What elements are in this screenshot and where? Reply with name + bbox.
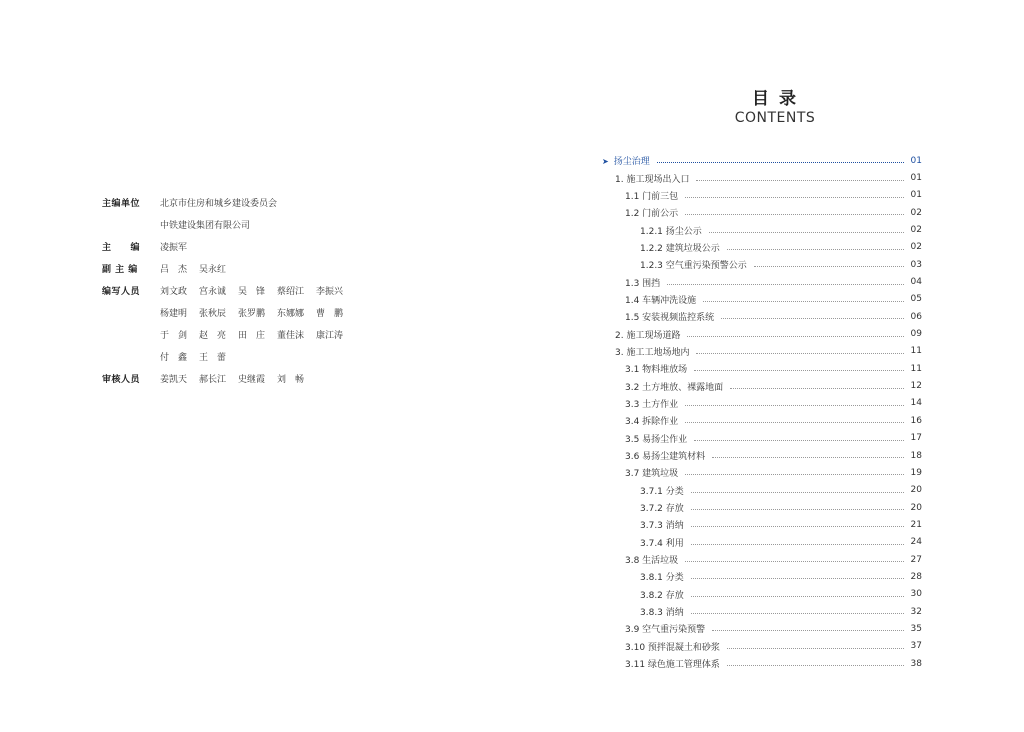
reviewers-label: 审核人员: [102, 375, 141, 385]
toc-entry[interactable]: [602, 638, 922, 655]
toc-entry-page: 20: [910, 485, 922, 496]
writer-name: 东娜娜: [277, 309, 305, 319]
toc-entry-page: 19: [910, 467, 922, 478]
toc-dot-leader: [691, 544, 904, 545]
toc-entry[interactable]: [602, 239, 922, 256]
writer-name: 刘文政: [160, 287, 188, 297]
toc-entry-label: 3.7.4 利用: [640, 536, 687, 549]
deputy-editor-name: 吴永红: [199, 265, 227, 275]
toc-entry-label: 2. 施工现场道路: [615, 328, 683, 341]
writers-line: [160, 353, 355, 364]
toc-entry-label: 3.4 拆除作业: [625, 414, 681, 427]
toc-entry-label: 3.8 生活垃圾: [625, 553, 681, 566]
toc-entry[interactable]: [602, 256, 922, 273]
toc-entry-label: 1.2.2 建筑垃圾公示: [640, 241, 723, 254]
writers-row: [102, 287, 355, 364]
editor-unit-label: 主编单位: [102, 199, 141, 209]
toc-dot-leader: [691, 492, 904, 493]
toc-entry-label: 1.1 门前三包: [625, 189, 681, 202]
toc-entry[interactable]: [602, 187, 922, 204]
toc-dot-leader: [685, 561, 904, 562]
toc-entry-page: 24: [910, 537, 922, 548]
chief-editor-label: 主 编: [102, 243, 141, 253]
toc-entry-page: 30: [910, 589, 922, 600]
toc-entry-page: 01: [910, 155, 922, 166]
toc-entry-page: 38: [910, 658, 922, 669]
writer-name: 张罗鹏: [238, 309, 266, 319]
toc-entry-label: 1.2 门前公示: [625, 206, 681, 219]
toc-entry[interactable]: [602, 464, 922, 481]
toc-entry[interactable]: [602, 586, 922, 603]
toc-entry-label: 3.5 易扬尘作业: [625, 432, 690, 445]
reviewer-name: 刘 畅: [277, 375, 305, 385]
toc-dot-leader: [754, 266, 904, 267]
editor-unit-row: [102, 199, 355, 232]
toc-entry[interactable]: [602, 568, 922, 585]
toc-entry[interactable]: [602, 343, 922, 360]
toc-dot-leader: [685, 197, 904, 198]
toc-dot-leader: [730, 388, 904, 389]
toc-dot-leader: [703, 301, 904, 302]
writer-name: 董佳沫: [277, 331, 305, 341]
writers-list: [160, 287, 355, 364]
toc-dot-leader: [721, 318, 904, 319]
toc-dot-leader: [712, 457, 904, 458]
toc-entry-label: 3.7.2 存放: [640, 501, 687, 514]
toc-entry[interactable]: [602, 152, 922, 169]
toc-entry[interactable]: [602, 551, 922, 568]
toc-entry[interactable]: [602, 291, 922, 308]
toc-dot-leader: [727, 648, 904, 649]
deputy-editor-row: [102, 265, 355, 276]
toc-entry-label: ➤ 扬尘治理: [602, 154, 653, 167]
toc-title: 目 录: [752, 89, 798, 109]
toc-entry-label: 3.6 易扬尘建筑材料: [625, 449, 708, 462]
toc-entry-page: 04: [910, 277, 922, 288]
toc-entry[interactable]: [602, 499, 922, 516]
writer-name: 宫永诚: [199, 287, 227, 297]
toc-entry-page: 05: [910, 294, 922, 305]
writer-name: 张秋辰: [199, 309, 227, 319]
toc-dot-leader: [727, 249, 904, 250]
toc-entry-page: 35: [910, 623, 922, 634]
toc-entry-label: 3.3 土方作业: [625, 397, 681, 410]
toc-entry[interactable]: [602, 169, 922, 186]
toc-entry-label: 3.10 预拌混凝土和砂浆: [625, 640, 723, 653]
toc-entry[interactable]: [602, 620, 922, 637]
toc-entry[interactable]: [602, 482, 922, 499]
reviewers-row: [102, 375, 355, 386]
toc-entry-page: 02: [910, 225, 922, 236]
toc-entry-page: 32: [910, 606, 922, 617]
toc-entry[interactable]: [602, 603, 922, 620]
writer-name: 蔡绍江: [277, 287, 305, 297]
toc-entry-page: 02: [910, 207, 922, 218]
editor-unit: 中铁建设集团有限公司: [160, 221, 251, 231]
writers-label: 编写人员: [102, 287, 141, 297]
writer-name: 杨建明: [160, 309, 188, 319]
toc-entry-label: 1.4 车辆冲洗设施: [625, 293, 699, 306]
toc-subtitle: CONTENTS: [734, 110, 816, 126]
writer-name: 李振兴: [316, 287, 344, 297]
editor-unit-list: [160, 199, 277, 232]
toc-entry[interactable]: [602, 360, 922, 377]
toc-dot-leader: [712, 630, 904, 631]
reviewers-names: [160, 375, 316, 386]
toc-dot-leader: [685, 214, 904, 215]
toc-entry-page: 37: [910, 641, 922, 652]
toc-entry[interactable]: [602, 221, 922, 238]
writer-name: 王 蕾: [199, 353, 227, 363]
chief-editor-name: 凌振军: [160, 243, 188, 253]
writer-name: 田 庄: [238, 331, 266, 341]
toc-entry[interactable]: [602, 447, 922, 464]
toc-dot-leader: [694, 370, 904, 371]
writer-name: 付 鑫: [160, 353, 188, 363]
toc-entry-label: 1.2.1 扬尘公示: [640, 224, 705, 237]
toc-entry-page: 11: [910, 363, 922, 374]
toc-entry-label: 3.7.3 消纳: [640, 518, 687, 531]
toc-entry-label: 3. 施工工地场地内: [615, 345, 692, 358]
editor-unit: 北京市住房和城乡建设委员会: [160, 199, 278, 209]
toc-entry-label: 3.11 绿色施工管理体系: [625, 657, 723, 670]
toc-dot-leader: [687, 336, 904, 337]
toc-entry[interactable]: [602, 308, 922, 325]
table-of-contents: [602, 152, 922, 672]
reviewer-name: 史继霞: [238, 375, 266, 385]
credits-block: [102, 199, 355, 397]
toc-entry-page: 21: [910, 519, 922, 530]
toc-entry-label: 3.2 土方堆放、裸露地面: [625, 380, 726, 393]
toc-entry[interactable]: [602, 325, 922, 342]
toc-entry-page: 17: [910, 433, 922, 444]
toc-entry-page: 02: [910, 242, 922, 253]
toc-entry-label: 1.5 安装视频监控系统: [625, 310, 717, 323]
chief-editor-row: [102, 243, 355, 254]
toc-dot-leader: [691, 613, 904, 614]
toc-entry[interactable]: [602, 204, 922, 221]
toc-entry[interactable]: [602, 412, 922, 429]
toc-entry[interactable]: [602, 273, 922, 290]
writer-name: 吴 锋: [238, 287, 266, 297]
toc-entry-page: 01: [910, 190, 922, 201]
toc-entry-label: 3.7 建筑垃圾: [625, 466, 681, 479]
toc-entry[interactable]: [602, 430, 922, 447]
toc-entry-page: 11: [910, 346, 922, 357]
toc-dot-leader: [685, 474, 904, 475]
toc-dot-leader: [685, 422, 904, 423]
toc-dot-leader: [709, 232, 904, 233]
toc-entry-label: 3.9 空气重污染预警: [625, 622, 708, 635]
writer-name: 赵 亮: [199, 331, 227, 341]
writer-name: 曹 鹏: [316, 309, 344, 319]
toc-entry-page: 28: [910, 571, 922, 582]
toc-dot-leader: [727, 665, 904, 666]
toc-dot-leader: [696, 180, 904, 181]
deputy-editor-name: 吕 杰: [160, 265, 188, 275]
toc-entry-label: 3.8.1 分类: [640, 570, 687, 583]
toc-entry-label: 1.2.3 空气重污染预警公示: [640, 258, 750, 271]
toc-entry-page: 01: [910, 173, 922, 184]
toc-dot-leader: [691, 509, 904, 510]
toc-entry-label: 3.7.1 分类: [640, 484, 687, 497]
toc-entry[interactable]: [602, 395, 922, 412]
toc-dot-leader: [691, 578, 904, 579]
right-page: [512, 0, 1024, 732]
toc-entry-label: 1.3 围挡: [625, 276, 663, 289]
reviewer-name: 郝长江: [199, 375, 227, 385]
writers-line: [160, 331, 355, 342]
reviewer-name: 姜凯天: [160, 375, 188, 385]
toc-dot-leader: [696, 353, 904, 354]
toc-entry-page: 03: [910, 259, 922, 270]
toc-dot-leader: [685, 405, 904, 406]
toc-entry[interactable]: [602, 534, 922, 551]
writers-line: [160, 309, 355, 320]
toc-entry-page: 12: [910, 381, 922, 392]
toc-dot-leader: [667, 284, 904, 285]
toc-entry[interactable]: [602, 516, 922, 533]
writer-name: 于 剑: [160, 331, 188, 341]
toc-dot-leader: [691, 526, 904, 527]
writer-name: 康江涛: [316, 331, 344, 341]
toc-entry-page: 18: [910, 450, 922, 461]
toc-entry-page: 27: [910, 554, 922, 565]
toc-entry[interactable]: [602, 377, 922, 394]
toc-dot-leader: [691, 596, 904, 597]
toc-dot-leader: [657, 162, 904, 163]
toc-entry-page: 20: [910, 502, 922, 513]
writers-line: [160, 287, 355, 298]
deputy-editor-label: 副 主 编: [102, 265, 138, 275]
toc-dot-leader: [694, 440, 904, 441]
deputy-editor-names: [160, 265, 238, 276]
toc-entry-label: 3.1 物料堆放场: [625, 362, 690, 375]
toc-entry-page: 14: [910, 398, 922, 409]
toc-entry[interactable]: [602, 655, 922, 672]
toc-entry-page: 09: [910, 329, 922, 340]
toc-entry-label: 3.8.3 消纳: [640, 605, 687, 618]
toc-entry-label: 3.8.2 存放: [640, 588, 687, 601]
toc-entry-page: 06: [910, 311, 922, 322]
toc-entry-page: 16: [910, 415, 922, 426]
toc-entry-label: 1. 施工现场出入口: [615, 172, 692, 185]
